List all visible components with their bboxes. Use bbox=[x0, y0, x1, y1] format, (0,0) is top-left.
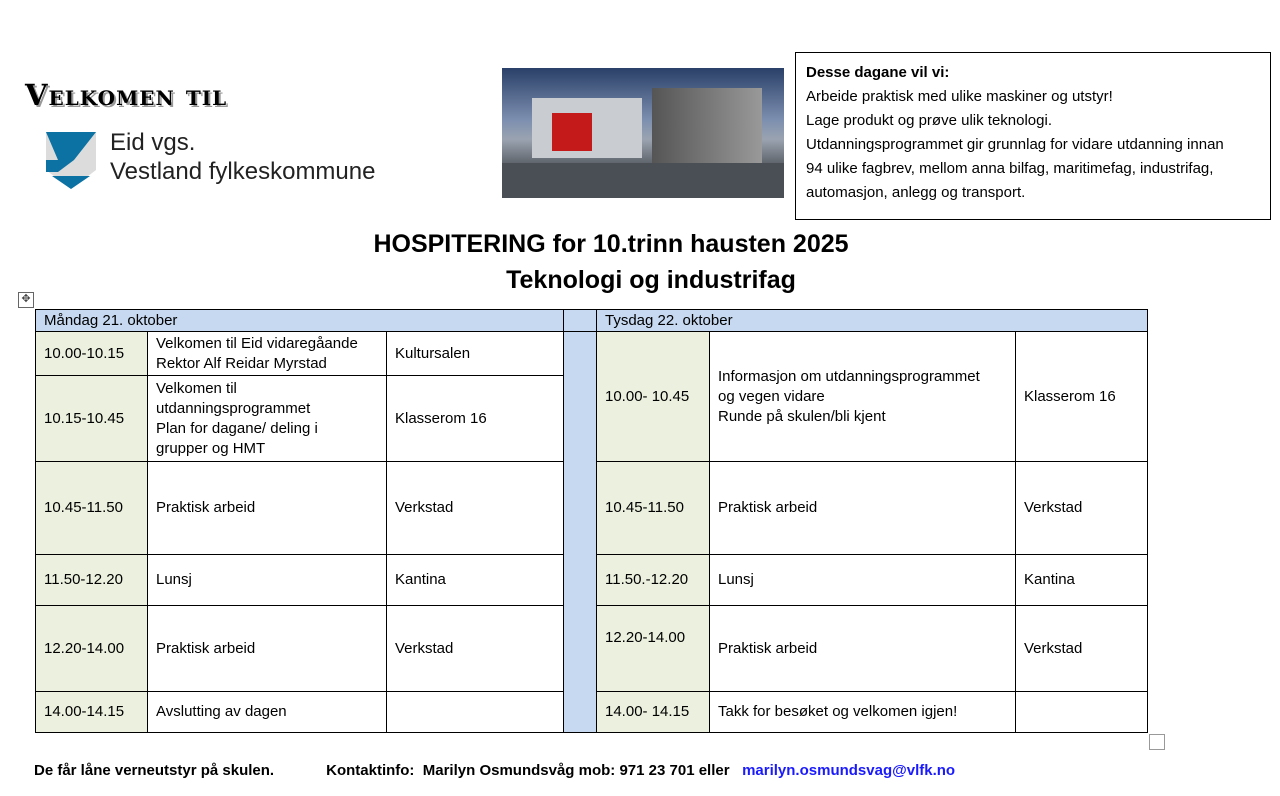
table-move-handle-icon[interactable]: ✥ bbox=[18, 292, 34, 308]
schedule-table bbox=[35, 309, 1148, 733]
page-title bbox=[0, 226, 1222, 298]
spacer-header bbox=[564, 310, 597, 332]
mon-place: Kultursalen bbox=[387, 332, 564, 376]
school-logo-text bbox=[110, 128, 375, 186]
tue-place: Verkstad bbox=[1016, 462, 1148, 555]
info-line: automasjon, anlegg og transport. bbox=[806, 184, 1026, 201]
mon-activity: Praktisk arbeid bbox=[148, 606, 387, 692]
info-line: 94 ulike fagbrev, mellom anna bilfag, maritimefag, industrifag, bbox=[806, 160, 1214, 177]
school-name: Eid vgs. bbox=[110, 129, 196, 156]
info-line: Arbeide praktisk med ulike maskiner og utstyr! bbox=[806, 88, 1113, 105]
mon-activity: Velkomen til Eid vidaregåande Rektor Alf Reidar Myrstad bbox=[148, 332, 387, 376]
tue-time: 14.00- 14.15 bbox=[597, 692, 710, 733]
mon-place: Verkstad bbox=[387, 462, 564, 555]
tuesday-header: Tysdag 22. oktober bbox=[597, 310, 1148, 332]
mon-time: 11.50-12.20 bbox=[36, 555, 148, 606]
tue-place: Kantina bbox=[1016, 555, 1148, 606]
tue-activity: Lunsj bbox=[710, 555, 1016, 606]
tue-activity: Praktisk arbeid bbox=[710, 462, 1016, 555]
table-resize-handle[interactable] bbox=[1149, 734, 1165, 750]
title-line-2: Teknologi og industrifag bbox=[506, 266, 796, 294]
footer bbox=[34, 762, 955, 779]
tue-time: 10.00- 10.45 bbox=[597, 332, 710, 462]
email-link[interactable]: marilyn.osmundsvag@vlfk.no bbox=[742, 762, 956, 779]
title-line-1: HOSPITERING for 10.trinn hausten 2025 bbox=[373, 230, 849, 258]
welcome-heading: Velkomen til bbox=[25, 78, 228, 112]
tue-activity: Praktisk arbeid bbox=[710, 606, 1016, 692]
tue-time: 12.20-14.00 bbox=[597, 606, 710, 692]
county-name: Vestland fylkeskommune bbox=[110, 158, 376, 185]
spacer-column bbox=[564, 332, 597, 733]
info-line: Lage produkt og prøve ulik teknologi. bbox=[806, 112, 1052, 129]
mon-time: 14.00-14.15 bbox=[36, 692, 148, 733]
tue-time: 10.45-11.50 bbox=[597, 462, 710, 555]
mon-time: 10.15-10.45 bbox=[36, 376, 148, 462]
monday-header: Måndag 21. oktober bbox=[36, 310, 564, 332]
tue-activity: Takk for besøket og velkomen igjen! bbox=[710, 692, 1016, 733]
info-heading: Desse dagane vil vi: bbox=[806, 64, 950, 81]
mon-activity: Praktisk arbeid bbox=[148, 462, 387, 555]
vestland-shield-logo bbox=[46, 132, 96, 189]
contact-info: Kontaktinfo: Marilyn Osmundsvåg mob: 971 23 701 eller bbox=[326, 762, 730, 779]
mon-time: 10.00-10.15 bbox=[36, 332, 148, 376]
info-line: Utdanningsprogrammet gir grunnlag for vidare utdanning innan bbox=[806, 136, 1224, 153]
mon-activity: Velkomen til utdanningsprogrammet Plan for dagane/ deling i grupper og HMT bbox=[148, 376, 387, 462]
mon-time: 12.20-14.00 bbox=[36, 606, 148, 692]
tue-place: Klasserom 16 bbox=[1016, 332, 1148, 462]
mon-place: Kantina bbox=[387, 555, 564, 606]
tue-place bbox=[1016, 692, 1148, 733]
mon-time: 10.45-11.50 bbox=[36, 462, 148, 555]
mon-activity: Avslutting av dagen bbox=[148, 692, 387, 733]
tue-time: 11.50.-12.20 bbox=[597, 555, 710, 606]
school-building-photo bbox=[502, 68, 784, 198]
tue-activity: Informasjon om utdanningsprogrammet og vegen vidare Runde på skulen/bli kjent bbox=[710, 332, 1016, 462]
tue-place: Verkstad bbox=[1016, 606, 1148, 692]
mon-activity: Lunsj bbox=[148, 555, 387, 606]
info-box bbox=[795, 52, 1271, 220]
mon-place: Verkstad bbox=[387, 606, 564, 692]
equipment-note: De får låne verneutstyr på skulen. bbox=[34, 762, 275, 779]
mon-place: Klasserom 16 bbox=[387, 376, 564, 462]
mon-place bbox=[387, 692, 564, 733]
